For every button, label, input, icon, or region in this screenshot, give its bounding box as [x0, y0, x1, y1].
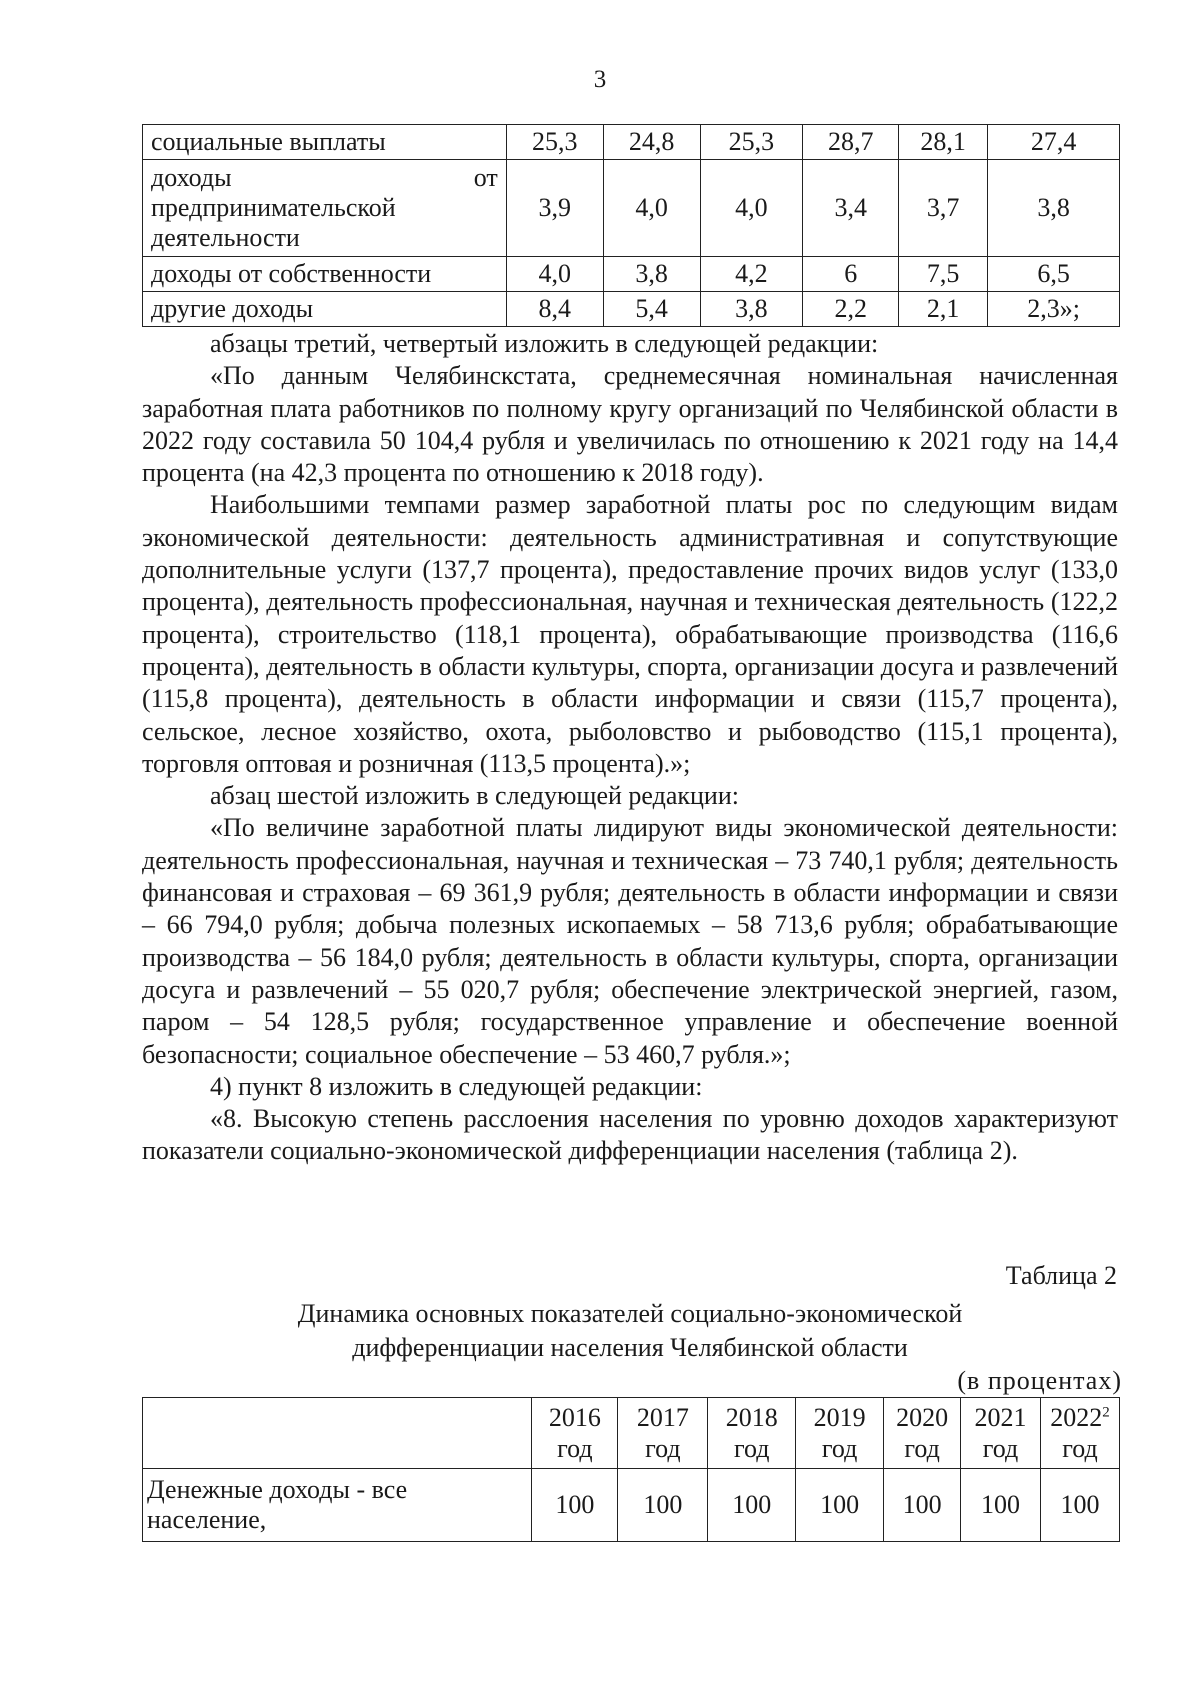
row-label: доходы от предпринимательской деятельности	[143, 160, 507, 257]
header-year: 2016 год	[532, 1398, 618, 1469]
paragraph: «По величине заработной платы лидируют виды экономической деятельности: деятельность профессиональная, научная и техническая – 73 740,1 рубля; деятельность финансовая и страховая – 69 361,9 рубля; деятельность в области информации и связи – 66 794,0 рубля; добыча полезных ископаемых – 58 713,6 рубля; обрабатывающие производства – 56 184,0 рубля; деятельность в области культуры, спорта, организации досуга и развлечений – 55 020,7 рубля; обеспечение электрической энергией, газом, паром – 54 128,5 рубля; государственное управление и обеспечение военной безопасности; социальное обеспечение – 53 460,7 рубля.»;	[142, 813, 1118, 1069]
header-blank-cell	[143, 1398, 532, 1469]
differentiation-table	[142, 1397, 1120, 1542]
table-row	[143, 257, 1120, 292]
header-year: 2017 год	[618, 1398, 708, 1469]
header-year: 2022$^2$ год	[1040, 1398, 1119, 1469]
paragraph: абзац шестой изложить в следующей редакции:	[210, 781, 739, 811]
table-cell: 6	[803, 257, 899, 292]
table-cell: 3,7	[899, 160, 988, 257]
header-year: 2018 год	[708, 1398, 796, 1469]
table-cell: 28,7	[803, 125, 899, 160]
footnote-mark: 2	[1102, 1404, 1110, 1421]
body-text	[142, 328, 1118, 1168]
table-cell: 28,1	[899, 125, 988, 160]
paragraph: 4) пункт 8 изложить в следующей редакции:	[210, 1071, 703, 1101]
table-cell: 2,1	[899, 292, 988, 327]
table-caption: Таблица 2	[1005, 1261, 1117, 1290]
table-cell: 4,2	[700, 257, 803, 292]
table-units: (в процентах)	[957, 1366, 1122, 1395]
table-cell: 100	[532, 1469, 618, 1542]
table-cell: 25,3	[506, 125, 603, 160]
table-cell: 25,3	[700, 125, 803, 160]
table-cell: 100	[618, 1469, 708, 1542]
table-cell: 3,8	[988, 160, 1120, 257]
header-year: 2019 год	[796, 1398, 884, 1469]
row-label: социальные выплаты	[143, 125, 507, 160]
table-cell: 3,9	[506, 160, 603, 257]
table-header-row	[143, 1398, 1120, 1469]
paragraph: «По данным Челябинскстата, среднемесячная номинальная начисленная заработная плата работников по полному кругу организаций по Челябинской области в 2022 году составила 50 104,4 рубля и увеличилась по отношению к 2021 году на 14,4 процента (на 42,3 процента по отношению к 2018 году).	[142, 361, 1118, 488]
table-cell: 2,2	[803, 292, 899, 327]
table-cell: 24,8	[603, 125, 700, 160]
paragraph: абзацы третий, четвертый изложить в следующей редакции:	[210, 329, 879, 358]
table-cell: 100	[708, 1469, 796, 1542]
table-cell: 3,8	[603, 257, 700, 292]
income-structure-table	[142, 124, 1120, 327]
table-cell: 100	[961, 1469, 1041, 1542]
table-row	[143, 292, 1120, 327]
table-cell: 8,4	[506, 292, 603, 327]
table-cell: 3,8	[700, 292, 803, 327]
table-cell: 27,4	[988, 125, 1120, 160]
table-cell: 100	[1040, 1469, 1119, 1542]
row-label: Денежные доходы - все население,	[143, 1469, 532, 1542]
page-number: 3	[593, 66, 607, 93]
row-label: доходы от собственности	[143, 257, 507, 292]
table-title: Динамика основных показателей социально-экономической дифференциации населения Челябинской области	[297, 1299, 963, 1362]
table-row	[143, 160, 1120, 257]
paragraph: Наибольшими темпами размер заработной платы рос по следующим видам экономической деятельности: деятельность административная и сопутствующие дополнительные услуги (137,7 процента), предоставление прочих видов услуг (133,0 процента), деятельность профессиональная, научная и техническая деятельность (122,2 процента), строительство (118,1 процента), обрабатывающие производства (116,6 процента), деятельность в области культуры, спорта, организации досуга и развлечений (115,8 процента), деятельность в области информации и связи (115,7 процента), сельское, лесное хозяйство, охота, рыболовство и рыбоводство (115,1 процента), торговля оптовая и розничная (113,5 процента).»;	[142, 490, 1118, 778]
table-cell: 4,0	[506, 257, 603, 292]
header-year: 2021 год	[961, 1398, 1041, 1469]
table-cell: 6,5	[988, 257, 1120, 292]
row-label: другие доходы	[143, 292, 507, 327]
header-year: 2020 год	[884, 1398, 961, 1469]
table-row	[143, 125, 1120, 160]
table-cell: 7,5	[899, 257, 988, 292]
table-row	[143, 1469, 1120, 1542]
table-cell: 100	[796, 1469, 884, 1542]
table-cell: 100	[884, 1469, 961, 1542]
table-cell: 4,0	[603, 160, 700, 257]
table-cell: 3,4	[803, 160, 899, 257]
paragraph: «8. Высокую степень расслоения населения по уровню доходов характеризуют показатели социально-экономической дифференциации населения (таблица 2).	[142, 1104, 1118, 1166]
table-cell: 5,4	[603, 292, 700, 327]
table-cell: 2,3»;	[988, 292, 1120, 327]
table-cell: 4,0	[700, 160, 803, 257]
